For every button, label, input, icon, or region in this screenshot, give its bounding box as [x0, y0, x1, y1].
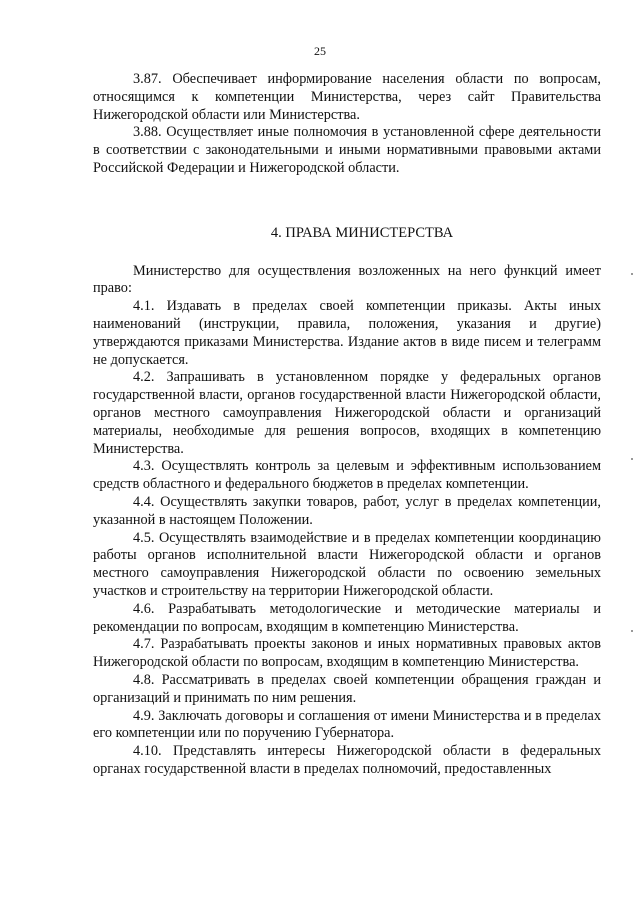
paragraph-4-1: 4.1. Издавать в пределах своей компетенции приказы. Акты иных наименований (инструкции, правила, положения, указания и другие) утверждаются приказами Министерства. Издание актов в виде писем и телеграмм не допускается. — [93, 298, 601, 368]
paragraph-4-10: 4.10. Представлять интересы Нижегородской области в федеральных органах государственной власти в пределах полномочий, предоставленных — [93, 743, 601, 777]
paragraph-4-8: 4.8. Рассматривать в пределах своей компетенции обращения граждан и организаций и принимать по ним решения. — [93, 671, 601, 706]
scan-mark — [631, 458, 633, 460]
page-number: 25 — [314, 44, 326, 58]
paragraph-3-87: 3.87. Обеспечивает информирование населения области по вопросам, относящимся к компетенции Министерства, через сайт Правительства Нижегородской области или Министерства. — [93, 71, 601, 123]
paragraph-4-6: 4.6. Разрабатывать методологические и методические материалы и рекомендации по вопросам, входящим в компетенцию Министерства. — [93, 600, 601, 635]
scan-mark — [631, 630, 633, 632]
paragraph-4-4: 4.4. Осуществлять закупки товаров, работ, услуг в пределах компетенции, указанной в настоящем Положении. — [93, 493, 601, 528]
paragraph-4-5: 4.5. Осуществлять взаимодействие и в пределах компетенции координацию работы органов исполнительной власти Нижегородской области и органов местного самоуправления Нижегородской области по освоению земельных участков и строительству на территории Нижегородской области. — [93, 529, 601, 599]
paragraph-4-2: 4.2. Запрашивать в установленном порядке у федеральных органов государственной власти, органов государственной власти Нижегородской области, органов местного самоуправления Нижегородской области и организаций материалы, необходимые для решения вопросов, входящих в компетенцию Министерства. — [93, 369, 601, 457]
paragraph-4-9: 4.9. Заключать договоры и соглашения от имени Министерства и в пределах его компетенции или по поручению Губернатора. — [93, 707, 601, 742]
document-body — [93, 71, 601, 779]
paragraph-3-88: 3.88. Осуществляет иные полномочия в установленной сфере деятельности в соответствии с законодательными и иными нормативными правовыми актами Российской Федерации и Нижегородской области. — [93, 124, 601, 176]
paragraph-4-7: 4.7. Разрабатывать проекты законов и иных нормативных правовых актов Нижегородской области по вопросам, входящим в компетенцию Министерства. — [93, 636, 601, 671]
section-heading: 4. ПРАВА МИНИСТЕРСТВА — [270, 224, 454, 241]
paragraph-4-3: 4.3. Осуществлять контроль за целевым и эффективным использованием средств областного и федерального бюджетов в пределах компетенции. — [93, 458, 601, 493]
scan-mark — [631, 273, 633, 275]
paragraph-intro: Министерство для осуществления возложенных на него функций имеет право: — [93, 262, 601, 297]
